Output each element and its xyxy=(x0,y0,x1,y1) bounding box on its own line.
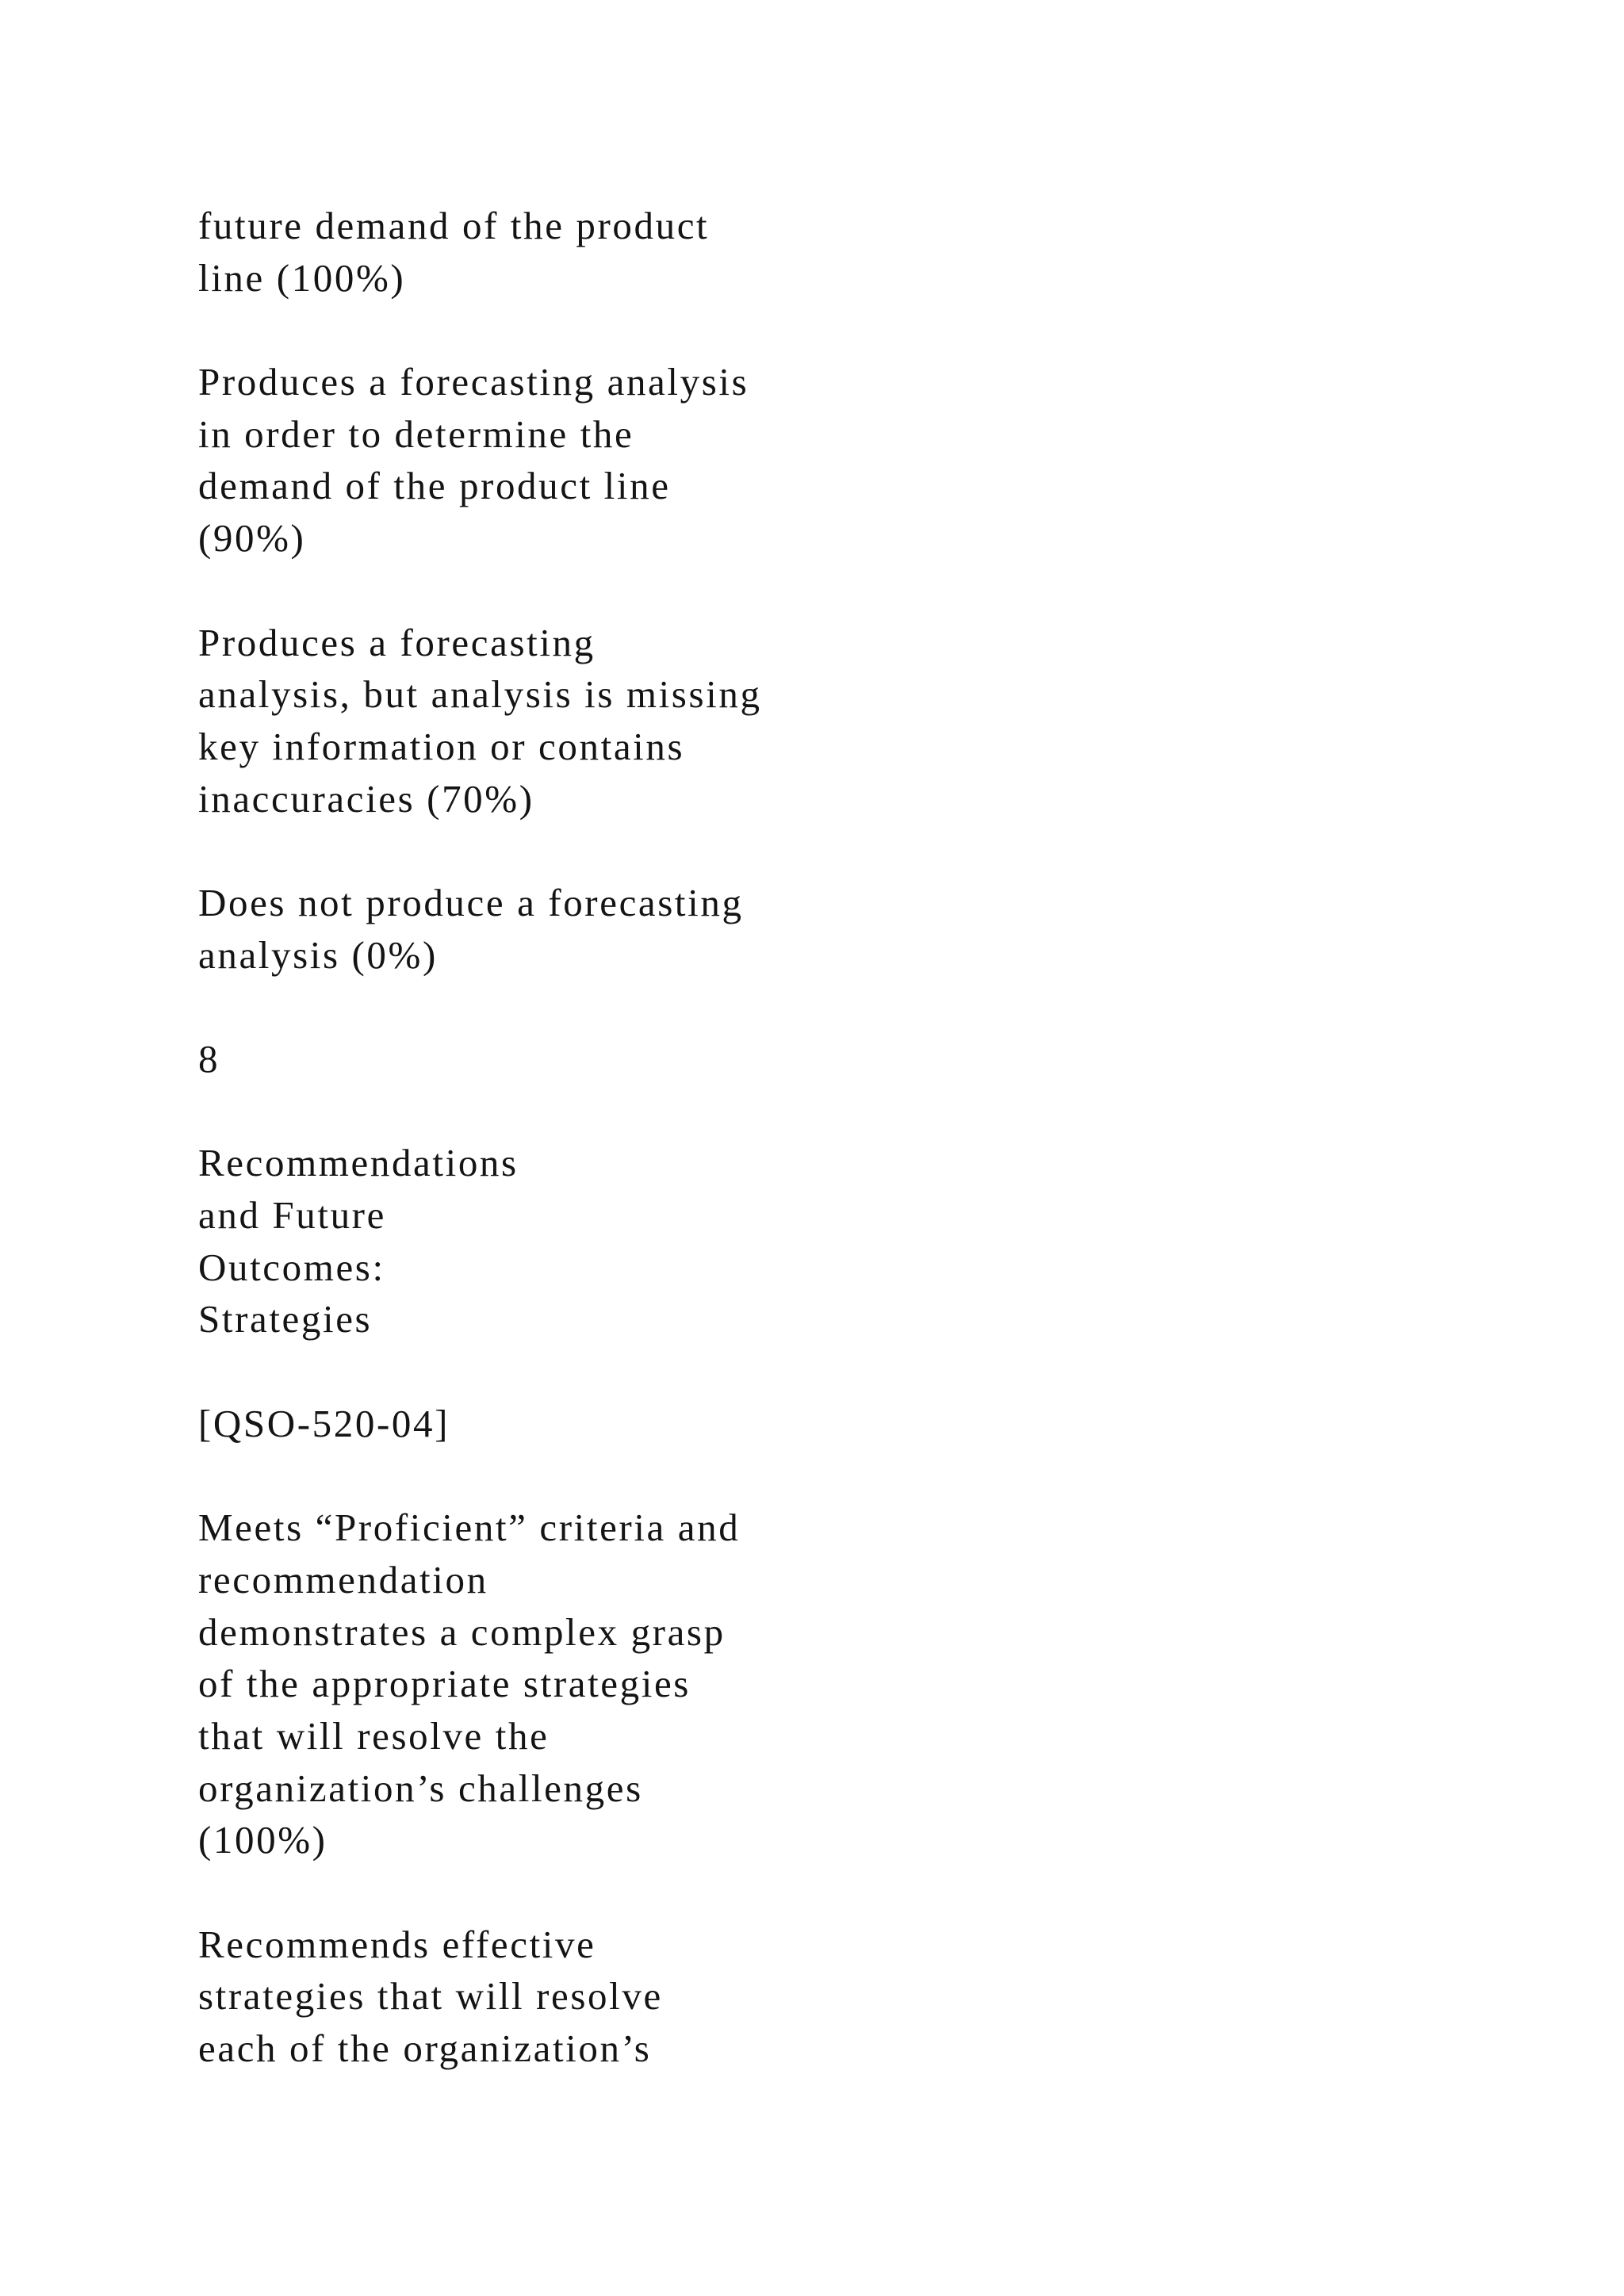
text-line: Produces a forecasting xyxy=(198,620,596,664)
paragraph-forecast-proficient xyxy=(198,356,1071,564)
text-line: (90%) xyxy=(198,516,306,561)
text-line: 8 xyxy=(198,1037,220,1081)
paragraph-strategies-exemplary xyxy=(198,1502,1071,1866)
text-line: key information or contains xyxy=(198,724,685,768)
paragraph-forecast-needs-improvement xyxy=(198,617,1071,825)
text-line: Outcomes: xyxy=(198,1245,385,1289)
text-line: Strategies xyxy=(198,1297,373,1341)
text-line: strategies that will resolve xyxy=(198,1974,663,2019)
paragraph-criterion-heading xyxy=(198,1137,1071,1345)
paragraph-strategies-proficient xyxy=(198,1919,1071,2075)
paragraph-forecast-exemplary xyxy=(198,200,1071,304)
text-line: analysis, but analysis is missing xyxy=(198,672,762,717)
text-line: Recommendations xyxy=(198,1141,519,1185)
text-line: that will resolve the xyxy=(198,1713,550,1758)
text-line: inaccuracies (70%) xyxy=(198,776,534,821)
text-line: future demand of the product xyxy=(198,204,710,247)
document-body xyxy=(198,200,1071,2126)
paragraph-course-code xyxy=(198,1398,1071,1450)
text-line: recommendation xyxy=(198,1557,488,1601)
text-line: organization’s challenges xyxy=(198,1766,643,1810)
text-line: Does not produce a forecasting xyxy=(198,880,744,924)
text-line: (100%) xyxy=(198,1818,327,1862)
text-line: line (100%) xyxy=(198,255,406,300)
paragraph-forecast-not-evident xyxy=(198,877,1071,981)
paragraph-value xyxy=(198,1033,1071,1085)
text-line: and Future xyxy=(198,1193,386,1238)
text-line: Meets “Proficient” criteria and xyxy=(198,1506,741,1550)
text-line: [QSO-520-04] xyxy=(198,1401,450,1445)
text-line: demonstrates a complex grasp xyxy=(198,1609,726,1654)
text-line: analysis (0%) xyxy=(198,932,438,977)
text-line: Recommends effective xyxy=(198,1922,596,1966)
text-line: in order to determine the xyxy=(198,411,634,456)
text-line: of the appropriate strategies xyxy=(198,1662,691,1706)
text-line: each of the organization’s xyxy=(198,2026,652,2071)
text-line: Produces a forecasting analysis xyxy=(198,360,749,404)
text-line: demand of the product line xyxy=(198,464,671,508)
